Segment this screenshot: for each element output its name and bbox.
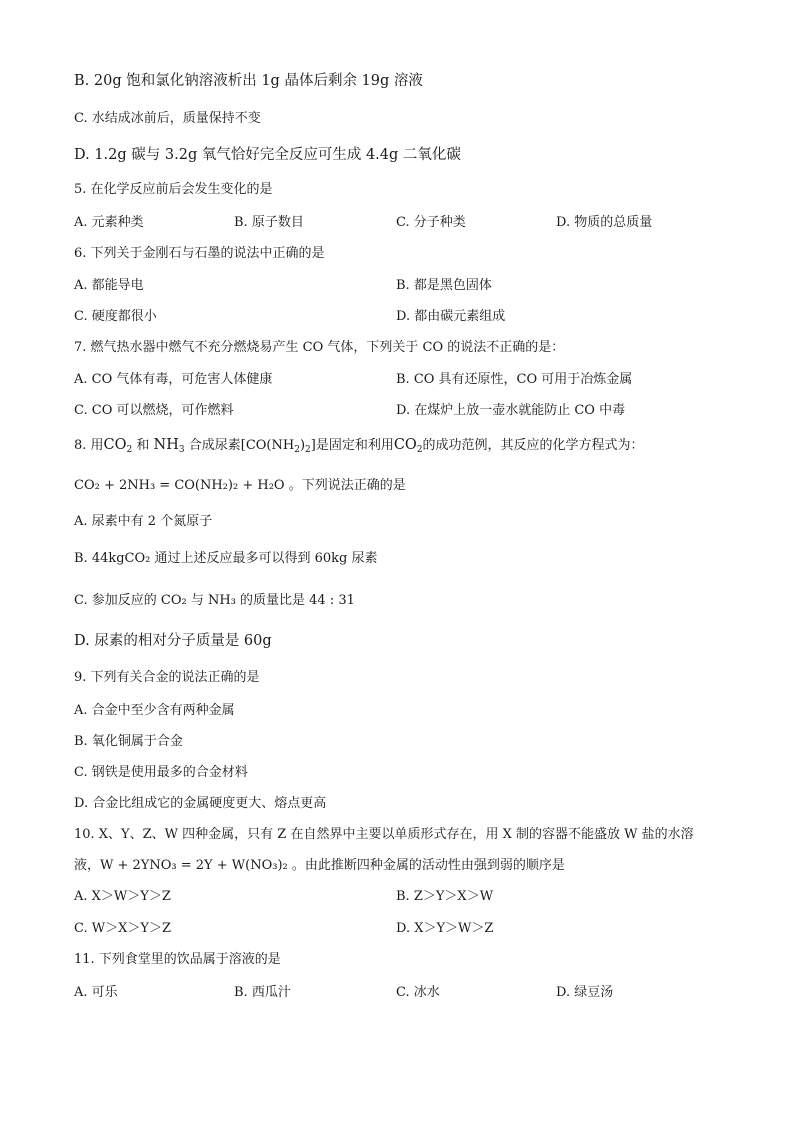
q4-option-d: D. 1.2g 碳与 3.2g 氧气恰好完全反应可生成 4.4g 二氧化碳 bbox=[74, 147, 461, 163]
q9-stem: 9. 下列有关合金的说法正确的是 bbox=[74, 670, 260, 685]
q11-option-b: B. 西瓜汁 bbox=[234, 985, 291, 1000]
q7-option-a: A. CO 气体有毒，可危害人体健康 bbox=[74, 372, 273, 387]
q9-option-a: A. 合金中至少含有两种金属 bbox=[74, 703, 235, 718]
q8-option-d: D. 尿素的相对分子质量是 60g bbox=[74, 633, 272, 649]
q4-option-c: C. 水结成冰前后，质量保持不变 bbox=[74, 111, 261, 126]
q8-option-c: C. 参加反应的 CO₂ 与 NH₃ 的质量比是 44 : 31 bbox=[74, 593, 355, 608]
q11-option-a: A. 可乐 bbox=[74, 985, 118, 1000]
q8-stem: 8. 用$CO_2$ 和 $NH_3$ 合成尿素$[CO(NH_2)_2]$是固定和利用$CO_2$的成功范例，其反应的化学方程式为： bbox=[74, 437, 644, 455]
q6-option-d: D. 都由碳元素组成 bbox=[396, 309, 506, 324]
q8-equation: CO₂ + 2NH₃ = CO(NH₂)₂ + H₂O 。下列说法正确的是 bbox=[74, 478, 406, 493]
q5-stem: 5. 在化学反应前后会发生变化的是 bbox=[74, 182, 273, 197]
q10-option-d: D. X＞Y＞W＞Z bbox=[396, 921, 494, 936]
q5-option-b: B. 原子数目 bbox=[234, 215, 304, 230]
q9-option-b: B. 氧化铜属于合金 bbox=[74, 734, 183, 749]
q10-option-b: B. Z＞Y＞X＞W bbox=[396, 889, 494, 904]
q6-option-b: B. 都是黑色固体 bbox=[396, 278, 492, 293]
q7-option-b: B. CO 具有还原性，CO 可用于冶炼金属 bbox=[396, 372, 633, 387]
q7-option-c: C. CO 可以燃烧，可作燃料 bbox=[74, 403, 234, 418]
q10-option-c: C. W＞X＞Y＞Z bbox=[74, 921, 171, 936]
q6-option-a: A. 都能导电 bbox=[74, 278, 144, 293]
q9-option-d: D. 合金比组成它的金属硬度更大、熔点更高 bbox=[74, 796, 327, 811]
q6-stem: 6. 下列关于金刚石与石墨的说法中正确的是 bbox=[74, 246, 325, 261]
q5-option-a: A. 元素种类 bbox=[74, 215, 144, 230]
q8-option-b: B. 44kgCO₂ 通过上述反应最多可以得到 60kg 尿素 bbox=[74, 551, 378, 566]
q5-option-d: D. 物质的总质量 bbox=[556, 215, 653, 230]
q7-option-d: D. 在煤炉上放一壶水就能防止 CO 中毒 bbox=[396, 403, 626, 418]
q10-stem-line1: 10. X、Y、Z、W 四种金属，只有 Z 在自然界中主要以单质形式存在，用 X 制的容器不能盛放 W 盐的水溶 bbox=[74, 827, 694, 842]
q11-stem: 11. 下列食堂里的饮品属于溶液的是 bbox=[74, 952, 281, 967]
q9-option-c: C. 钢铁是使用最多的合金材料 bbox=[74, 765, 248, 780]
q5-option-c: C. 分子种类 bbox=[396, 215, 466, 230]
q11-option-c: C. 冰水 bbox=[396, 985, 440, 1000]
q7-stem: 7. 燃气热水器中燃气不充分燃烧易产生 CO 气体，下列关于 CO 的说法不正确的是： bbox=[74, 340, 565, 355]
q10-option-a: A. X＞W＞Y＞Z bbox=[74, 889, 171, 904]
q10-stem-line2: 液，W + 2YNO₃ = 2Y + W(NO₃)₂ 。由此推断四种金属的活动性由强到弱的顺序是 bbox=[74, 858, 565, 873]
q8-option-a: A. 尿素中有 2 个氮原子 bbox=[74, 514, 213, 529]
q4-option-b: B. 20g 饱和氯化钠溶液析出 1g 晶体后剩余 19g 溶液 bbox=[74, 73, 423, 89]
q11-option-d: D. 绿豆汤 bbox=[556, 985, 614, 1000]
q6-option-c: C. 硬度都很小 bbox=[74, 309, 157, 324]
